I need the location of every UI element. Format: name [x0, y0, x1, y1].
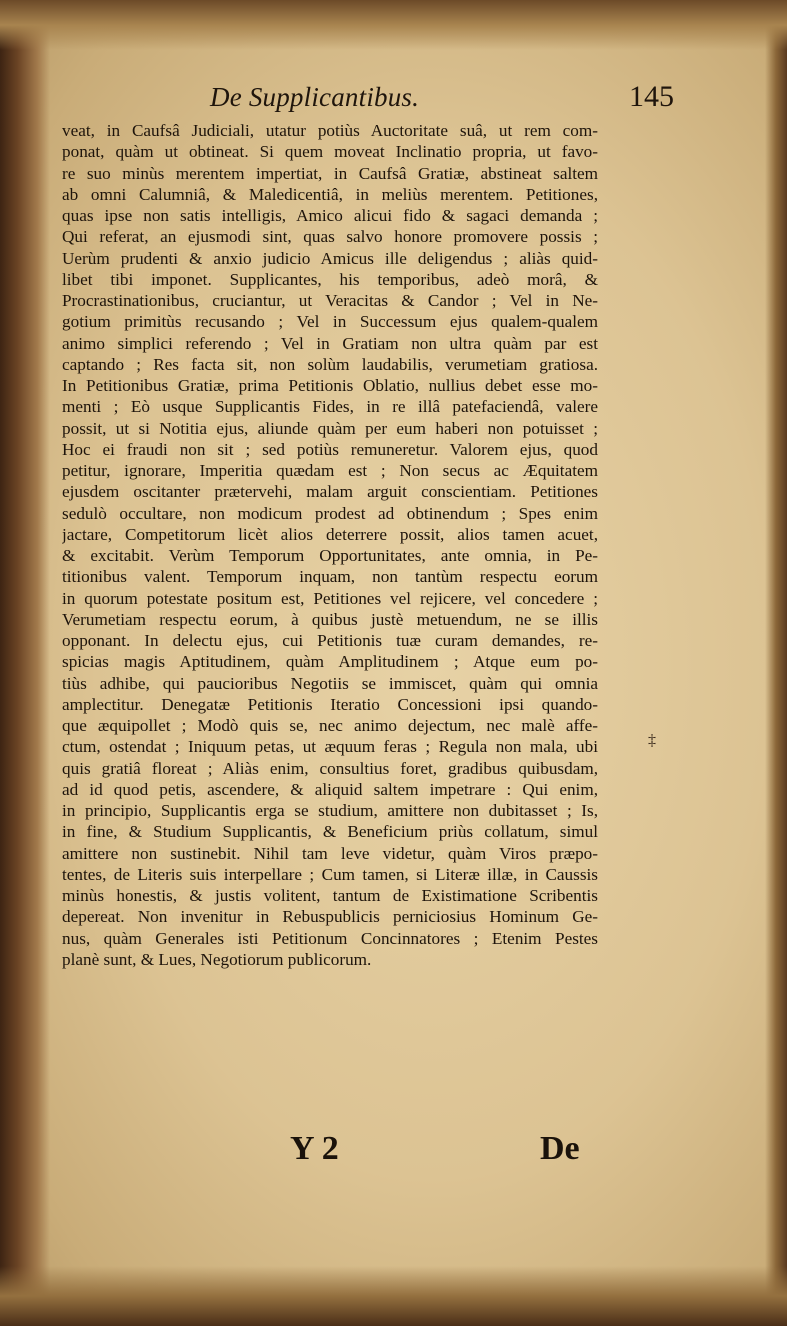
text-line: amittere non sustinebit. Nihil tam leve videtur, quàm Viros præpo- — [62, 843, 598, 863]
text-line: amplectitur. Denegatæ Petitionis Iteratio Concessioni ipsi quando- — [62, 694, 598, 714]
page-edge-bottom — [0, 1266, 787, 1326]
signature-mark: Y 2 — [290, 1130, 339, 1167]
body-text — [62, 120, 598, 970]
text-line: tiùs adhibe, qui paucioribus Negotiis se immiscet, quàm qui omnia — [62, 673, 598, 693]
catchword: De — [540, 1130, 580, 1167]
text-line: ctum, ostendat ; Iniquum petas, ut æquum feras ; Regula non mala, ubi — [62, 737, 598, 757]
text-line: menti ; Eò usque Supplicantis Fides, in re illâ patefaciendâ, valere — [62, 397, 598, 417]
text-line: veat, in Caufsâ Judiciali, utatur potiùs Auctoritate suâ, ut rem com- — [62, 121, 598, 140]
text-line: in quorum potestate positum est, Petitiones vel rejicere, vel concedere ; — [62, 588, 598, 608]
text-line: sedulò occultare, non modicum prodest ad obtinendum ; Spes enim — [62, 503, 598, 523]
text-line: tentes, de Literis suis interpellare ; Cum tamen, si Literæ illæ, in Caussis — [62, 864, 598, 884]
text-line: Uerùm prudenti & anxio judicio Amicus ille deligendus ; aliàs quid- — [62, 248, 598, 268]
text-line: Hoc ei fraudi non sit ; sed potiùs remuneretur. Valorem ejus, quod — [62, 439, 598, 459]
text-line: ponat, quàm ut obtineat. Si quem moveat Inclinatio propria, ut favo- — [62, 142, 598, 162]
text-line: Qui referat, an ejusmodi sint, quas salvo honore promovere possis ; — [62, 227, 598, 247]
text-line: ad id quod petis, ascendere, & aliquid saltem impetrare : Qui enim, — [62, 779, 598, 799]
text-line: depereat. Non invenitur in Rebuspublicis perniciosius Hominum Ge- — [62, 907, 598, 927]
ink-speck: ‡ — [648, 732, 656, 749]
text-line: quas ipse non satis intelligis, Amico alicui fido & sagaci demanda ; — [62, 206, 598, 225]
text-line: in fine, & Studium Supplicantis, & Beneficium priùs collatum, simul — [62, 822, 598, 842]
page-edge-top — [0, 0, 787, 50]
text-line: ab omni Calumniâ, & Maledicentiâ, in meliùs merentem. Petitiones, — [62, 184, 598, 204]
text-line: titionibus valent. Temporum inquam, non tantùm respectu eorum — [62, 567, 598, 587]
text-line: Procrastinationibus, cruciantur, ut Veracitas & Candor ; Vel in Ne- — [62, 291, 598, 310]
text-line: petitur, ignorare, Imperitia quædam est ; Non secus ac Æquitatem — [62, 461, 598, 480]
text-line: in principio, Supplicantis erga se studium, amittere non dubitasset ; Is, — [62, 801, 598, 820]
text-line: possit, ut si Notitia ejus, aliunde quàm per eum haberi non potuisset ; — [62, 418, 598, 438]
text-line: planè sunt, & Lues, Negotiorum publicorum. — [62, 949, 372, 969]
running-header — [62, 80, 674, 116]
text-line: re suo minùs merentem impertiat, in Caufsâ Gratiæ, abstineat saltem — [62, 163, 598, 183]
page-edge-left — [0, 0, 50, 1326]
bleed-through-text — [195, 1160, 615, 1250]
text-line: & excitabit. Verùm Temporum Opportunitates, ante omnia, in Pe- — [62, 546, 598, 565]
page-number: 145 — [629, 80, 674, 113]
text-line: jactare, Competitorum licèt alios deterrere possit, alios tamen acuet, — [62, 524, 598, 544]
text-line: que æquipollet ; Modò quis se, nec animo dejectum, nec malè affe- — [62, 716, 598, 735]
text-line: libet tibi imponet. Supplicantes, his temporibus, adeò morâ, & — [62, 269, 598, 289]
page-edge-right — [765, 0, 787, 1326]
text-line: animo simplici referendo ; Vel in Gratiam non ultra quàm par est — [62, 333, 598, 353]
text-line: spicias magis Aptitudinem, quàm Amplitudinem ; Atque eum po- — [62, 652, 598, 672]
text-line: opponant. In delectu ejus, cui Petitionis tuæ curam demandes, re- — [62, 631, 598, 650]
text-line: ejusdem oscitanter prætervehi, malam arguit conscientiam. Petitiones — [62, 482, 598, 502]
text-line: minùs honestis, & justis volitent, tantum de Existimatione Scribentis — [62, 886, 598, 905]
text-line: gotium primitùs recusando ; Vel in Successum ejus qualem-qualem — [62, 312, 598, 332]
text-line: captando ; Res facta sit, non solùm laudabilis, verumetiam gratiosa. — [62, 354, 598, 374]
text-line: In Petitionibus Gratiæ, prima Petitionis Oblatio, nullius debet esse mo- — [62, 376, 598, 395]
text-line: nus, quàm Generales isti Petitionum Concinnatores ; Etenim Pestes — [62, 928, 598, 948]
text-line: quis gratiâ floreat ; Aliàs enim, consultius foret, gradibus quibusdam, — [62, 758, 598, 778]
running-title: De Supplicantibus. — [210, 82, 420, 112]
text-line: Verumetiam respectu eorum, à quibus justè metuendum, ne se illis — [62, 609, 598, 629]
